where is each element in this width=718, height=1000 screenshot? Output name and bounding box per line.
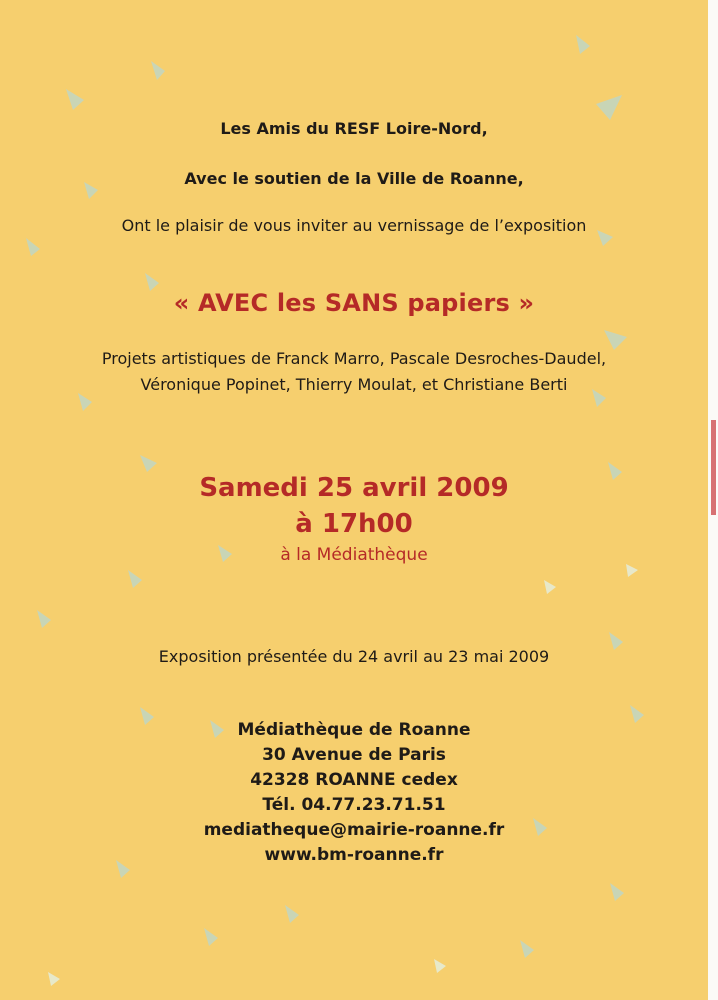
event-date: Samedi 25 avril 2009 (199, 473, 509, 503)
pattern-shape (610, 883, 624, 901)
contact-email: mediatheque@mairie-roanne.fr (203, 820, 505, 840)
exhibition-title: « AVEC les SANS papiers » (173, 289, 535, 317)
event-time: à 17h00 (295, 509, 413, 539)
pattern-shape (140, 455, 157, 472)
pattern-shape (576, 35, 590, 54)
contact-phone: Tél. 04.77.23.71.51 (262, 795, 446, 815)
contact-name: Médiathèque de Roanne (237, 720, 471, 740)
pattern-shape (128, 570, 142, 588)
contact-website: www.bm-roanne.fr (264, 845, 444, 865)
pattern-shape (434, 959, 446, 973)
artists-line-2: Véronique Popinet, Thierry Moulat, et Christiane Berti (140, 375, 568, 394)
pattern-shape (78, 393, 92, 411)
contact-city: 42328 ROANNE cedex (250, 770, 458, 790)
pattern-shape (596, 95, 622, 120)
pattern-shape (37, 610, 51, 628)
event-place: à la Médiathèque (280, 545, 428, 565)
artists-line-1: Projets artistiques de Franck Marro, Pascale Desroches-Daudel, (101, 349, 607, 368)
scan-edge-mark (711, 420, 716, 515)
contact-street: 30 Avenue de Paris (262, 745, 446, 765)
pattern-shape (48, 972, 60, 986)
pattern-shape (626, 564, 638, 577)
pattern-shape (151, 61, 165, 80)
pattern-shape (544, 580, 556, 594)
pattern-shape (604, 330, 627, 350)
organizer-line: Les Amis du RESF Loire-Nord, (220, 119, 488, 138)
pattern-shape (66, 89, 84, 110)
pattern-shape (520, 940, 534, 958)
invite-text: Ont le plaisir de vous inviter au vernissage de l’exposition (121, 216, 587, 235)
pattern-shape (26, 238, 40, 256)
support-line: Avec le soutien de la Ville de Roanne, (184, 169, 524, 188)
pattern-shape (285, 905, 299, 923)
pattern-shape (204, 928, 218, 946)
exhibition-period: Exposition présentée du 24 avril au 23 mai 2009 (158, 647, 550, 666)
